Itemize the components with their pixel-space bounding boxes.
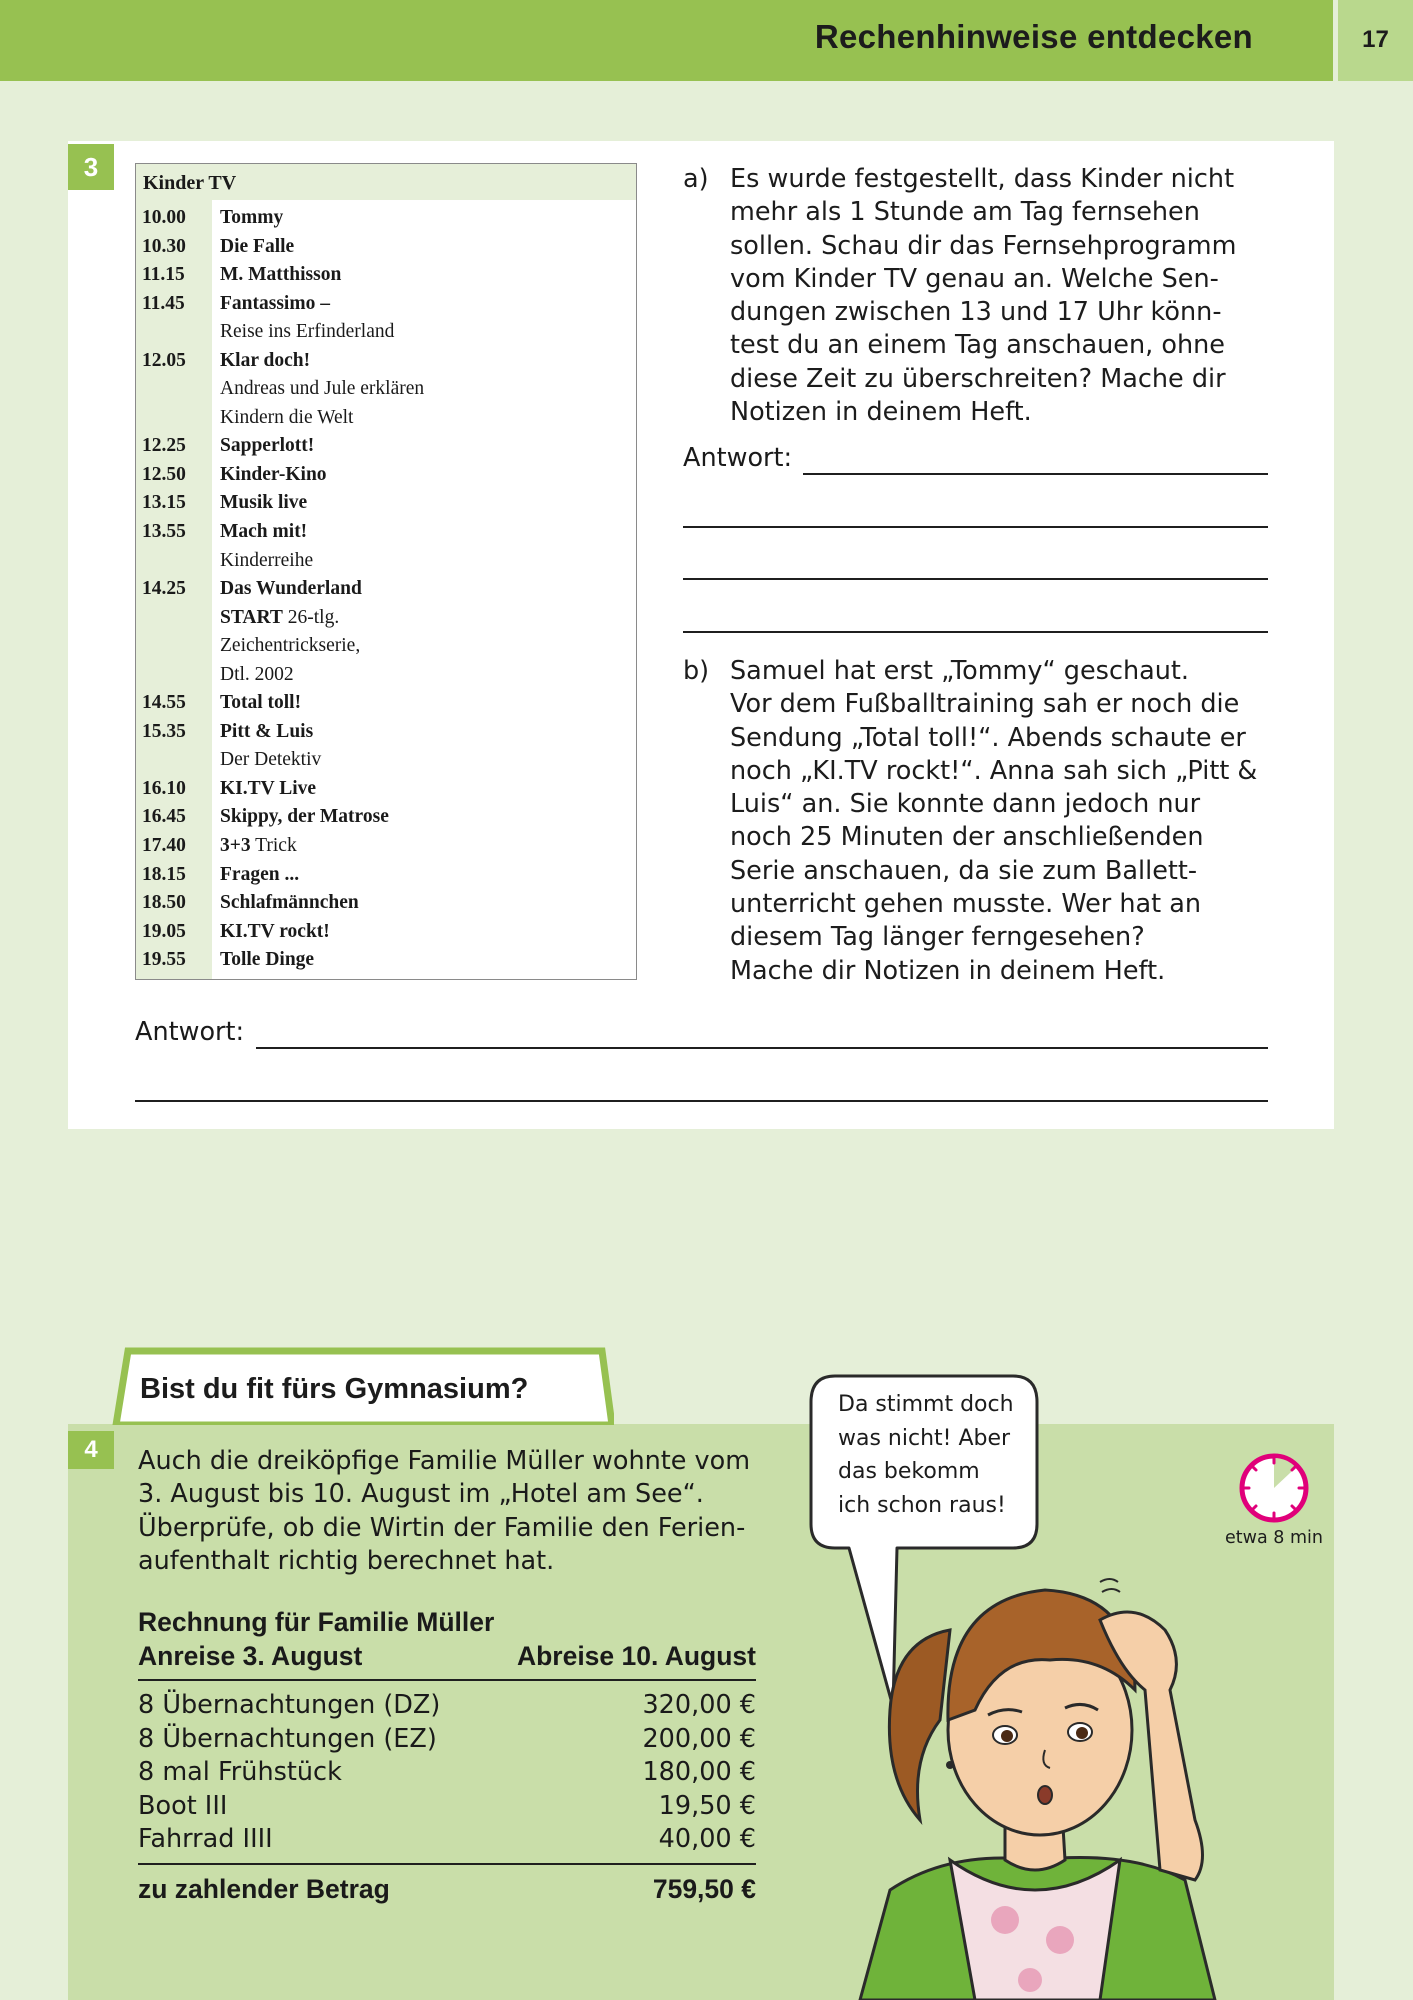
tv-program-time: 10.30 xyxy=(142,235,186,257)
tv-program-time: 14.25 xyxy=(142,578,186,600)
tv-program-show-title: Pitt & Luis xyxy=(220,720,314,742)
tv-program-show xyxy=(220,547,636,576)
tv-program-time xyxy=(136,661,220,690)
tv-program-list xyxy=(136,204,636,975)
tv-program-time: 16.45 xyxy=(142,806,186,828)
tv-program-show-title: Tolle Dinge xyxy=(220,949,315,971)
tv-program-show-title: START xyxy=(220,606,283,628)
bill-departure: Abreise 10. August xyxy=(516,1640,756,1671)
question-b-line: unterricht gehen musste. Wer hat an xyxy=(730,889,1202,920)
page-title: Rechenhinweise entdecken xyxy=(814,18,1253,55)
tv-program-show-title: 3+3 xyxy=(220,835,251,857)
tv-program-show xyxy=(220,318,636,347)
speech-bubble-line: das bekomm xyxy=(838,1459,980,1484)
tv-program-show-title: Das Wunderland xyxy=(220,578,362,600)
bill-total-label: zu zahlender Betrag xyxy=(138,1873,390,1904)
tv-program-show xyxy=(220,261,636,290)
answer-b-line-1[interactable] xyxy=(256,1047,1268,1049)
tv-program-row xyxy=(136,318,636,347)
tv-program-time: 16.10 xyxy=(142,777,186,799)
question-b-line: Samuel hat erst „Tommy“ geschaut. xyxy=(730,656,1190,686)
tv-program-show-detail: Dtl. 2002 xyxy=(220,663,294,685)
question-a-line: vom Kinder TV genau an. Welche Sen- xyxy=(730,263,1219,294)
timer-icon xyxy=(1236,1450,1312,1526)
bill-item-amount: 180,00 € xyxy=(642,1757,756,1787)
tv-program-show-title: Kinder-Kino xyxy=(220,463,327,485)
exercise-4-line: Auch die dreiköpfige Familie Müller wohnte vom xyxy=(138,1446,751,1476)
tv-program-show-title: Sapperlott! xyxy=(220,435,315,457)
tv-program-show xyxy=(220,347,636,376)
gymnasium-tab xyxy=(112,1345,614,1425)
tv-program-show xyxy=(220,375,636,404)
tv-program-show-detail: Kinderreihe xyxy=(220,549,314,571)
tv-program-row xyxy=(136,375,636,404)
tv-program-row xyxy=(136,404,636,433)
tv-program-row xyxy=(136,347,636,376)
tv-program-row xyxy=(136,290,636,319)
question-a-line: sollen. Schau dir das Fernsehprogramm xyxy=(730,230,1237,261)
tv-program-show xyxy=(220,946,636,975)
tv-program-show-detail: Zeichentrickserie, xyxy=(220,635,361,657)
tv-program-row xyxy=(136,946,636,975)
bill-rule-top xyxy=(138,1679,756,1681)
tv-program-time: 13.15 xyxy=(142,492,186,514)
header-bar xyxy=(0,0,1333,81)
answer-b-line-2[interactable] xyxy=(135,1100,1268,1102)
tv-program-row xyxy=(136,803,636,832)
question-b-line: Vor dem Fußballtraining sah er noch die xyxy=(730,689,1240,720)
bill-item-amount: 200,00 € xyxy=(642,1723,756,1754)
answer-a-line-2[interactable] xyxy=(683,526,1268,528)
tv-program-time xyxy=(136,604,220,633)
bill-item-label: Fahrrad IIII xyxy=(138,1824,273,1854)
tv-program-time: 19.05 xyxy=(142,920,186,942)
tv-program-row xyxy=(136,432,636,461)
tv-program-show-title: Mach mit! xyxy=(220,521,308,543)
tv-program-show-detail: Trick xyxy=(250,835,297,857)
question-a-line: Es wurde festgestellt, dass Kinder nicht xyxy=(730,164,1235,194)
exercise-4-line: Überprüfe, ob die Wirtin der Familie den Ferien- xyxy=(138,1512,746,1543)
tv-program-time xyxy=(136,375,220,404)
tv-program-show-title: Fragen ... xyxy=(220,863,300,885)
tv-program-show-detail: Reise ins Erfinderland xyxy=(220,321,395,343)
question-b-line: Serie anschauen, da sie zum Ballett- xyxy=(730,855,1198,886)
tv-program-show-title: Musik live xyxy=(220,492,308,514)
tv-program-row xyxy=(136,204,636,233)
bill-item-row xyxy=(138,1790,756,1824)
timer-label: etwa 8 min xyxy=(1225,1528,1323,1548)
tv-program-show xyxy=(220,832,636,861)
tv-program-row xyxy=(136,746,636,775)
tv-program-time: 14.55 xyxy=(142,692,186,714)
tv-program-time xyxy=(136,318,220,347)
tv-program-title: Kinder TV xyxy=(136,164,636,200)
speech-bubble-line: ich schon raus! xyxy=(838,1492,1006,1518)
tv-program-show-title: Klar doch! xyxy=(220,349,311,371)
tv-program-time: 17.40 xyxy=(142,835,186,857)
tv-program-time: 13.55 xyxy=(142,521,186,543)
bill-rule-bottom xyxy=(138,1863,756,1865)
tv-program-row xyxy=(136,547,636,576)
tv-program-time xyxy=(136,404,220,433)
tv-program-time: 11.45 xyxy=(142,292,185,314)
tv-program-row xyxy=(136,518,636,547)
tv-program-row xyxy=(136,861,636,890)
tv-program-show xyxy=(220,718,636,747)
bill-item-label: 8 mal Frühstück xyxy=(138,1757,342,1787)
question-a-line: diese Zeit zu überschreiten? Mache dir xyxy=(730,363,1226,394)
tv-program-time: 10.00 xyxy=(142,207,186,228)
bill-item-amount: 40,00 € xyxy=(658,1824,756,1854)
bill-item-row xyxy=(138,1756,756,1790)
bill-item-label: 8 Übernachtungen (DZ) xyxy=(138,1690,441,1720)
tv-program-show-title: KI.TV Live xyxy=(220,777,317,799)
tv-program-show xyxy=(220,518,636,547)
bill-item-amount: 320,00 € xyxy=(642,1690,756,1720)
tv-program-show xyxy=(220,233,636,262)
answer-a-line-4[interactable] xyxy=(683,631,1268,633)
tv-program-time: 12.25 xyxy=(142,435,186,457)
bill-item-label: Boot III xyxy=(138,1790,228,1821)
tv-program-show xyxy=(220,889,636,918)
tv-program-show-detail: Andreas und Jule erklären xyxy=(220,378,425,400)
exercise-4-number: 4 xyxy=(68,1431,114,1469)
tv-program-row xyxy=(136,832,636,861)
answer-a-label: Antwort: xyxy=(683,443,793,473)
tv-program-show xyxy=(220,803,636,832)
tv-program-show xyxy=(220,632,636,661)
answer-b-label: Antwort: xyxy=(135,1017,245,1047)
tv-program-show xyxy=(220,461,636,490)
tv-program-show-detail: Kindern die Welt xyxy=(220,406,354,428)
tv-program-show-title: Fantassimo – xyxy=(220,292,330,314)
bill-items xyxy=(138,1689,756,1857)
tv-program-time xyxy=(136,746,220,775)
bill-item-label: 8 Übernachtungen (EZ) xyxy=(138,1723,437,1754)
tv-program-show xyxy=(220,775,636,804)
speech-bubble-line: Da stimmt doch xyxy=(838,1392,1014,1417)
thinking-girl-illustration xyxy=(800,1560,1270,2000)
question-a-label: a) xyxy=(683,164,709,194)
tv-program-show-title: Die Falle xyxy=(220,235,295,257)
tv-program-row xyxy=(136,718,636,747)
tv-program-row xyxy=(136,889,636,918)
tv-program-row xyxy=(136,233,636,262)
tv-program-row xyxy=(136,775,636,804)
tv-program-time: 12.05 xyxy=(142,349,186,371)
exercise-4-line: aufenthalt richtig berechnet hat. xyxy=(138,1545,555,1576)
bill-item-row xyxy=(138,1723,756,1757)
bill-item-amount: 19,50 € xyxy=(658,1790,756,1821)
bill xyxy=(138,1606,756,1906)
question-b-line: Sendung „Total toll!“. Abends schaute er xyxy=(730,722,1246,753)
tv-program-show xyxy=(220,918,636,947)
tv-program-show xyxy=(220,861,636,890)
tv-program-row xyxy=(136,661,636,690)
tv-program-show xyxy=(220,746,636,775)
tv-program-row xyxy=(136,604,636,633)
tv-program-show xyxy=(220,432,636,461)
question-a-line: dungen zwischen 13 und 17 Uhr könn- xyxy=(730,297,1222,328)
question-b-line: Luis“ an. Sie konnte dann jedoch nur xyxy=(730,789,1201,820)
page-number-box xyxy=(1338,0,1413,81)
tv-program-show-detail: 26-tlg. xyxy=(282,606,340,628)
tv-program-time: 15.35 xyxy=(142,720,186,742)
exercise-4-line: 3. August bis 10. August im „Hotel am See“. xyxy=(138,1479,704,1510)
tv-program-row xyxy=(136,261,636,290)
speech-bubble-text xyxy=(838,1388,1014,1522)
bill-arrival: Anreise 3. August xyxy=(138,1640,363,1671)
bill-title: Rechnung für Familie Müller xyxy=(138,1607,495,1637)
tv-program-show xyxy=(220,689,636,718)
question-a-line: test du an einem Tag anschauen, ohne xyxy=(730,330,1225,361)
tv-program-show xyxy=(220,290,636,319)
tv-program-time xyxy=(136,632,220,661)
tv-program-row xyxy=(136,461,636,490)
tv-program-show xyxy=(220,204,636,233)
question-a-text xyxy=(730,163,1236,429)
tv-program-time xyxy=(136,547,220,576)
answer-a-line-3[interactable] xyxy=(683,578,1268,580)
tv-program-show xyxy=(220,661,636,690)
tv-program-show xyxy=(220,604,636,633)
tv-program-show-title: Skippy, der Matrose xyxy=(220,806,389,828)
tv-program-show xyxy=(220,404,636,433)
question-a-line: mehr als 1 Stunde am Tag fernsehen xyxy=(730,197,1200,228)
tv-program-row xyxy=(136,689,636,718)
tv-program-show-detail: Der Detektiv xyxy=(220,749,322,771)
tv-program-row xyxy=(136,632,636,661)
question-b-line: Mache dir Notizen in deinem Heft. xyxy=(730,955,1166,986)
speech-bubble-line: was nicht! Aber xyxy=(838,1425,1011,1451)
exercise-3-number: 3 xyxy=(68,144,114,190)
bill-item-row xyxy=(138,1823,756,1857)
tv-program-row xyxy=(136,918,636,947)
tv-program-show-title: Total toll! xyxy=(220,692,302,714)
tv-program-row xyxy=(136,489,636,518)
tv-program-show xyxy=(220,575,636,604)
question-b-label: b) xyxy=(683,656,710,686)
tv-program-show-title: Schlafmännchen xyxy=(220,892,359,914)
tv-program-show xyxy=(220,489,636,518)
question-b-line: noch „KI.TV rockt!“. Anna sah sich „Pitt & xyxy=(730,755,1258,786)
bill-total-amount: 759,50 € xyxy=(652,1873,756,1904)
question-b-line: noch 25 Minuten der anschließenden xyxy=(730,822,1204,853)
bill-item-row xyxy=(138,1689,756,1723)
answer-a-line-1[interactable] xyxy=(803,473,1268,475)
tv-program-time: 12.50 xyxy=(142,463,186,485)
gymnasium-tab-title: Bist du fit fürs Gymnasium? xyxy=(140,1373,529,1405)
question-b-text xyxy=(730,655,1257,988)
tv-program-time: 18.50 xyxy=(142,892,186,914)
tv-program-time: 18.15 xyxy=(142,863,186,885)
tv-program-show-title: KI.TV rockt! xyxy=(220,920,330,942)
tv-program-time: 11.15 xyxy=(142,264,185,286)
exercise-4-text xyxy=(138,1445,750,1578)
page-number: 17 xyxy=(1362,26,1389,53)
tv-program-box xyxy=(135,163,637,980)
tv-program-show-title: M. Matthisson xyxy=(220,264,342,286)
tv-program-time: 19.55 xyxy=(142,949,186,971)
question-a-line: Notizen in deinem Heft. xyxy=(730,397,1032,428)
question-b-line: diesem Tag länger ferngesehen? xyxy=(730,922,1145,953)
tv-program-row xyxy=(136,575,636,604)
tv-program-show-title: Tommy xyxy=(220,207,284,228)
